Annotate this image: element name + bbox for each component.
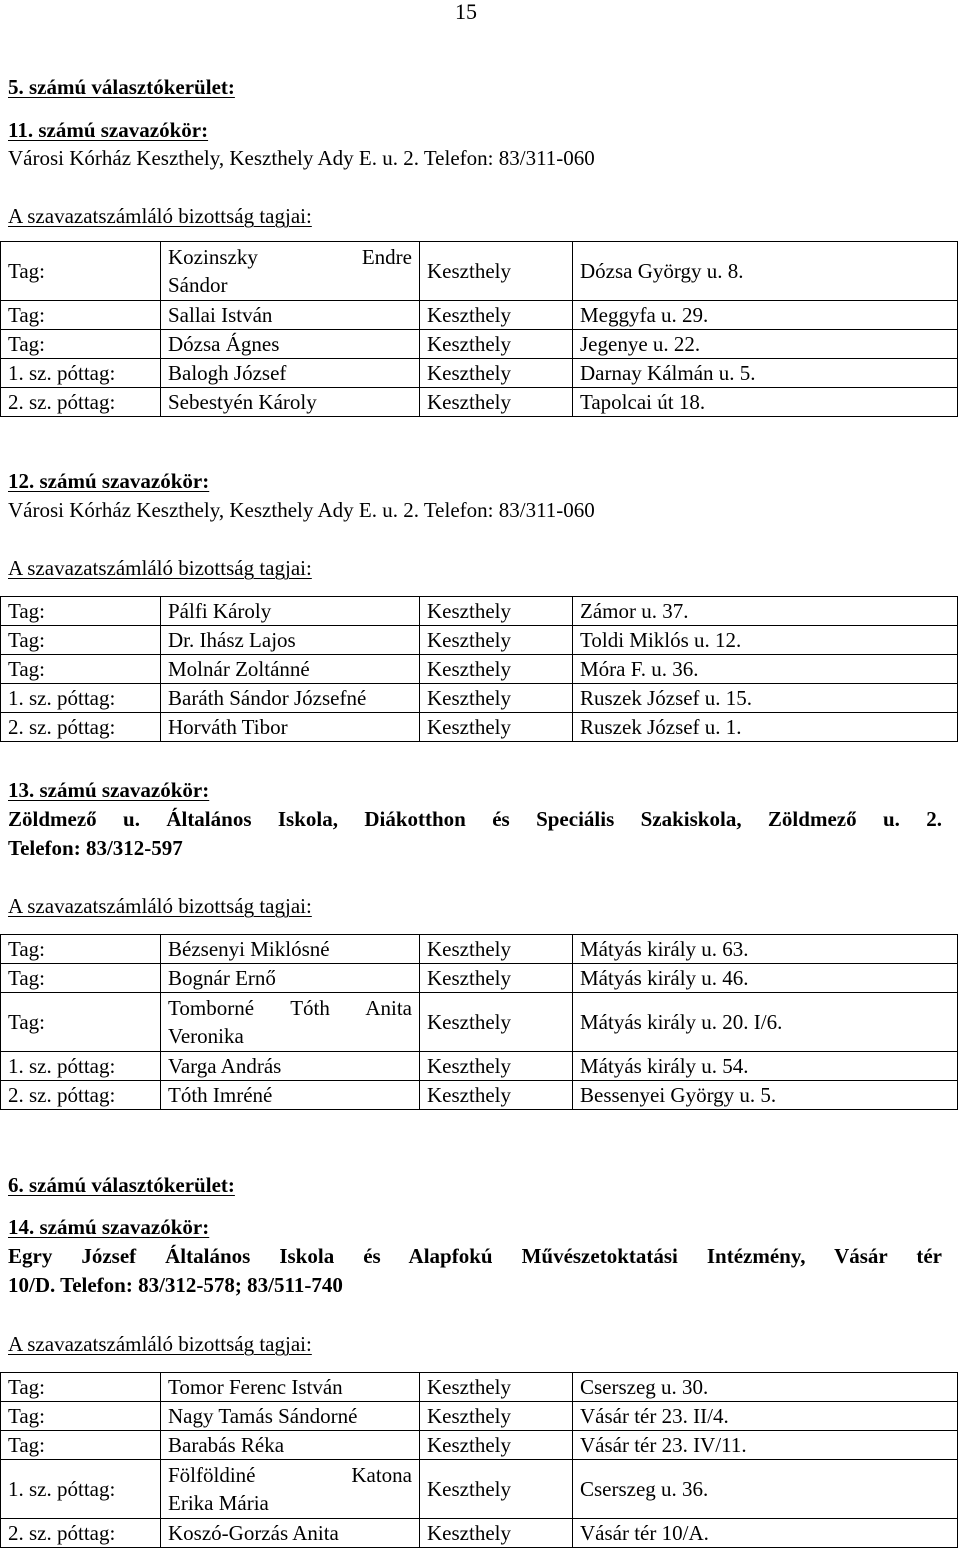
table-row xyxy=(1,964,958,993)
table-row xyxy=(1,1081,958,1110)
member-address: Ruszek József u. 1. xyxy=(573,713,958,742)
station-11-members-table xyxy=(0,241,958,417)
member-city: Keszthely xyxy=(420,597,573,626)
district-6-title: 6. számú választókerület: xyxy=(8,1173,235,1197)
table-row xyxy=(1,1431,958,1460)
table-row xyxy=(1,359,958,388)
member-city: Keszthely xyxy=(420,388,573,417)
member-address: Meggyfa u. 29. xyxy=(573,301,958,330)
table-row xyxy=(1,935,958,964)
member-name: Horváth Tibor xyxy=(161,713,420,742)
member-role: Tag: xyxy=(1,1402,161,1431)
member-role: 2. sz. póttag: xyxy=(1,713,161,742)
member-name: Dr. Ihász Lajos xyxy=(161,626,420,655)
member-city: Keszthely xyxy=(420,1402,573,1431)
member-role: Tag: xyxy=(1,655,161,684)
member-name: Tomor Ferenc István xyxy=(161,1373,420,1402)
member-address: Dózsa György u. 8. xyxy=(573,242,958,301)
member-address: Mátyás király u. 20. I/6. xyxy=(573,993,958,1052)
member-address: Vásár tér 23. II/4. xyxy=(573,1402,958,1431)
table-row xyxy=(1,1052,958,1081)
station-13-members-table xyxy=(0,934,958,1110)
member-city: Keszthely xyxy=(420,1081,573,1110)
station-14-members-table xyxy=(0,1372,958,1548)
station-12-members-table xyxy=(0,596,958,742)
member-address: Jegenye u. 22. xyxy=(573,330,958,359)
member-city: Keszthely xyxy=(420,935,573,964)
member-city: Keszthely xyxy=(420,655,573,684)
member-name: Tomborné Tóth Anita Veronika xyxy=(161,993,420,1052)
station-14-address-line2: 10/D. Telefon: 83/312-578; 83/511-740 xyxy=(8,1273,343,1297)
member-role: Tag: xyxy=(1,935,161,964)
table-row xyxy=(1,242,958,301)
member-address: Mátyás király u. 54. xyxy=(573,1052,958,1081)
member-city: Keszthely xyxy=(420,330,573,359)
station-11-title: 11. számú szavazókör: xyxy=(8,118,209,142)
station-13-title: 13. számú szavazókör: xyxy=(8,778,210,802)
member-city: Keszthely xyxy=(420,1431,573,1460)
member-name: Fölföldiné Katona Erika Mária xyxy=(161,1460,420,1519)
member-role: Tag: xyxy=(1,1373,161,1402)
member-address: Toldi Miklós u. 12. xyxy=(573,626,958,655)
member-role: Tag: xyxy=(1,1431,161,1460)
member-role: Tag: xyxy=(1,626,161,655)
member-address: Móra F. u. 36. xyxy=(573,655,958,684)
member-city: Keszthely xyxy=(420,1373,573,1402)
member-role: 1. sz. póttag: xyxy=(1,359,161,388)
table-row xyxy=(1,1402,958,1431)
table-row xyxy=(1,993,958,1052)
member-city: Keszthely xyxy=(420,359,573,388)
member-address: Bessenyei György u. 5. xyxy=(573,1081,958,1110)
table-row xyxy=(1,1519,958,1548)
member-name: Sallai István xyxy=(161,301,420,330)
station-11-members-heading: A szavazatszámláló bizottság tagjai: xyxy=(8,204,312,228)
station-12-title: 12. számú szavazókör: xyxy=(8,469,210,493)
table-row xyxy=(1,388,958,417)
table-row xyxy=(1,301,958,330)
member-address: Mátyás király u. 46. xyxy=(573,964,958,993)
member-city: Keszthely xyxy=(420,626,573,655)
station-13-members-heading: A szavazatszámláló bizottság tagjai: xyxy=(8,894,312,918)
member-role: 1. sz. póttag: xyxy=(1,684,161,713)
member-address: Tapolcai út 18. xyxy=(573,388,958,417)
member-address: Vásár tér 23. IV/11. xyxy=(573,1431,958,1460)
member-name: Varga András xyxy=(161,1052,420,1081)
member-city: Keszthely xyxy=(420,684,573,713)
member-name: Pálfi Károly xyxy=(161,597,420,626)
station-12-members-heading: A szavazatszámláló bizottság tagjai: xyxy=(8,556,312,580)
member-city: Keszthely xyxy=(420,1460,573,1519)
station-14-members-heading: A szavazatszámláló bizottság tagjai: xyxy=(8,1332,312,1356)
station-13-address-line1: Zöldmező u. Általános Iskola, Diákotthon és Speciális Szakiskola, Zöldmező u. 2. xyxy=(8,807,942,831)
member-name: Bognár Ernő xyxy=(161,964,420,993)
member-city: Keszthely xyxy=(420,964,573,993)
member-role: Tag: xyxy=(1,242,161,301)
table-row xyxy=(1,597,958,626)
member-city: Keszthely xyxy=(420,242,573,301)
table-row xyxy=(1,626,958,655)
member-name: Balogh József xyxy=(161,359,420,388)
member-city: Keszthely xyxy=(420,301,573,330)
member-role: 1. sz. póttag: xyxy=(1,1460,161,1519)
table-row xyxy=(1,1373,958,1402)
member-name: Bézsenyi Miklósné xyxy=(161,935,420,964)
member-name: Tóth Imréné xyxy=(161,1081,420,1110)
station-14-title: 14. számú szavazókör: xyxy=(8,1215,210,1239)
member-address: Ruszek József u. 15. xyxy=(573,684,958,713)
table-row xyxy=(1,713,958,742)
member-name: Barabás Réka xyxy=(161,1431,420,1460)
table-row xyxy=(1,330,958,359)
member-name: Sebestyén Károly xyxy=(161,388,420,417)
member-role: 2. sz. póttag: xyxy=(1,388,161,417)
member-role: 2. sz. póttag: xyxy=(1,1081,161,1110)
member-role: Tag: xyxy=(1,993,161,1052)
member-city: Keszthely xyxy=(420,1519,573,1548)
member-address: Mátyás király u. 63. xyxy=(573,935,958,964)
station-11-address: Városi Kórház Keszthely, Keszthely Ady E. u. 2. Telefon: 83/311-060 xyxy=(8,146,595,170)
station-13-address-line2: Telefon: 83/312-597 xyxy=(8,836,183,860)
member-name: Molnár Zoltánné xyxy=(161,655,420,684)
member-name: Dózsa Ágnes xyxy=(161,330,420,359)
member-city: Keszthely xyxy=(420,1052,573,1081)
member-role: Tag: xyxy=(1,301,161,330)
member-address: Zámor u. 37. xyxy=(573,597,958,626)
table-row xyxy=(1,655,958,684)
member-address: Darnay Kálmán u. 5. xyxy=(573,359,958,388)
member-role: Tag: xyxy=(1,330,161,359)
member-address: Cserszeg u. 36. xyxy=(573,1460,958,1519)
table-row xyxy=(1,684,958,713)
page-number: 15 xyxy=(455,0,477,24)
member-role: Tag: xyxy=(1,597,161,626)
member-city: Keszthely xyxy=(420,993,573,1052)
member-name: Kozinszky Endre Sándor xyxy=(161,242,420,301)
member-address: Cserszeg u. 30. xyxy=(573,1373,958,1402)
member-role: Tag: xyxy=(1,964,161,993)
district-5-title: 5. számú választókerület: xyxy=(8,75,235,99)
table-row xyxy=(1,1460,958,1519)
station-14-address-line1: Egry József Általános Iskola és Alapfokú Művészetoktatási Intézmény, Vásár tér xyxy=(8,1244,942,1268)
member-address: Vásár tér 10/A. xyxy=(573,1519,958,1548)
member-name: Koszó-Gorzás Anita xyxy=(161,1519,420,1548)
station-12-address: Városi Kórház Keszthely, Keszthely Ady E. u. 2. Telefon: 83/311-060 xyxy=(8,498,595,522)
member-role: 2. sz. póttag: xyxy=(1,1519,161,1548)
member-name: Baráth Sándor Józsefné xyxy=(161,684,420,713)
member-role: 1. sz. póttag: xyxy=(1,1052,161,1081)
member-name: Nagy Tamás Sándorné xyxy=(161,1402,420,1431)
member-city: Keszthely xyxy=(420,713,573,742)
